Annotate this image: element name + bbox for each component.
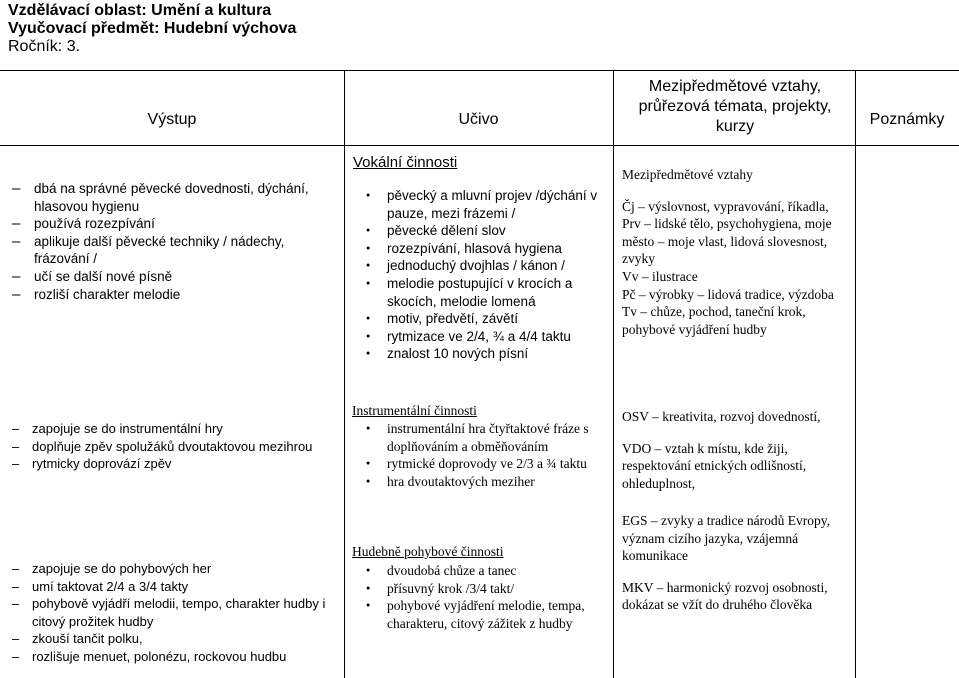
list-item: – umí taktovat 2/4 a 3/4 takty xyxy=(8,578,338,596)
cross-curricular-item: Tv – chůze, pochod, taneční krok, pohybové vyjádření hudby xyxy=(622,304,806,337)
list-item: ● pohybové vyjádření melodie, tempa, charakteru, citový zážitek z hudby xyxy=(362,597,610,632)
list-item: ● rytmické doprovody ve 2/3 a ¾ taktu xyxy=(362,455,610,473)
list-item: – rytmicky doprovází zpěv xyxy=(8,455,338,473)
column-header-mezipredmetove: Mezipředmětové vztahy, průřezová témata, projekty, kurzy xyxy=(638,78,832,135)
table-header-divider xyxy=(0,145,959,146)
list-item: ● motiv, předvětí, závětí xyxy=(362,310,602,328)
row3-content-list xyxy=(362,562,610,632)
cross-curricular-item: Čj – výslovnost, vypravování, říkadla, xyxy=(622,198,829,214)
cross-curricular-item: Prv – lidské tělo, psychohygiena, moje město – moje vlast, lidová slovesnost, zvyky xyxy=(622,216,832,267)
cross-curricular-item: MKV – harmonický rozvoj osobnosti, dokázat se vžít do druhého člověka xyxy=(622,579,828,613)
cross-curricular-item: EGS – zvyky a tradice národů Evropy, význam cizího jazyka, vzájemná komunikace xyxy=(622,513,830,564)
list-item: ‒ aplikuje další pěvecké techniky / nádechy, frázování / xyxy=(10,233,310,268)
row2-content-list xyxy=(362,420,610,490)
list-item: ● jednoduchý dvojhlas / kánon / xyxy=(362,257,602,275)
row1-cross-curricular xyxy=(622,166,844,338)
subject-area: Vzdělávací oblast: Umění a kultura xyxy=(8,2,272,19)
column-divider xyxy=(344,70,345,678)
table-border-top xyxy=(0,70,959,71)
list-item: ‒ učí se další nové písně xyxy=(10,268,310,286)
list-item: ● rytmizace ve 2/4, ¾ a 4/4 taktu xyxy=(362,328,602,346)
list-item: ● melodie postupující v krocích a skocích, melodie lomená xyxy=(362,275,602,310)
subject-name: Vyučovací předmět: Hudební výchova xyxy=(8,20,297,37)
row3-cross-curricular xyxy=(622,512,847,614)
row1-outputs xyxy=(10,180,310,303)
cross-curricular-item: Pč – výrobky – lidová tradice, výzdoba xyxy=(622,286,834,302)
list-item: ● znalost 10 nových písní xyxy=(362,345,602,363)
cross-curricular-item: VDO – vztah k místu, kde žiji, respektování etnických odlišností, ohleduplnost, xyxy=(622,440,807,491)
list-item: ● hra dvoutaktových meziher xyxy=(362,473,610,491)
grade: Ročník: 3. xyxy=(8,38,81,55)
list-item: ● rozezpívání, hlasová hygiena xyxy=(362,240,602,258)
list-item: – zkouší tančit polku, xyxy=(8,630,338,648)
list-item: – zapojuje se do instrumentální hry xyxy=(8,420,338,438)
list-item: ● přísuvný krok /3/4 takt/ xyxy=(362,580,610,598)
list-item: ● instrumentální hra čtyřtaktové fráze s doplňováním a obměňováním xyxy=(362,420,610,455)
list-item: – rozlišuje menuet, polonézu, rockovou hudbu xyxy=(8,648,338,666)
list-item: ● pěvecké dělení slov xyxy=(362,222,602,240)
row1-content-title: Vokální činnosti xyxy=(353,154,458,171)
row2-content-title: Instrumentální činnosti xyxy=(352,403,477,418)
document-header xyxy=(8,2,296,56)
row3-content-title: Hudebně pohybové činnosti xyxy=(352,544,504,559)
row3-outputs xyxy=(8,560,338,666)
column-header-vystup: Výstup xyxy=(147,111,197,128)
row1-content-list xyxy=(362,187,602,363)
cross-curricular-item: OSV – kreativita, rozvoj dovedností, xyxy=(622,409,821,424)
cross-curricular-heading: Mezipředmětové vztahy xyxy=(622,167,753,182)
list-item: – zapojuje se do pohybových her xyxy=(8,560,338,578)
list-item: ‒ používá rozezpívání xyxy=(10,215,310,233)
list-item: ‒ rozliší charakter melodie xyxy=(10,286,310,304)
list-item: ● dvoudobá chůze a tanec xyxy=(362,562,610,580)
list-item: ● pěvecký a mluvní projev /dýchání v pauze, mezi frázemi / xyxy=(362,187,602,222)
column-header-poznamky: Poznámky xyxy=(869,111,945,128)
cross-curricular-item: Vv – ilustrace xyxy=(622,268,698,284)
list-item: – doplňuje zpěv spolužáků dvoutaktovou mezihrou xyxy=(8,438,338,456)
list-item: ‒ dbá na správné pěvecké dovednosti, dýchání, hlasovou hygienu xyxy=(10,180,310,215)
column-divider xyxy=(613,70,614,678)
column-header-ucivo: Učivo xyxy=(458,111,499,128)
row2-outputs xyxy=(8,420,338,473)
column-divider xyxy=(855,70,856,678)
row2-cross-curricular xyxy=(622,408,847,492)
list-item: – pohybově vyjádří melodii, tempo, charakter hudby i citový prožitek hudby xyxy=(8,595,338,630)
